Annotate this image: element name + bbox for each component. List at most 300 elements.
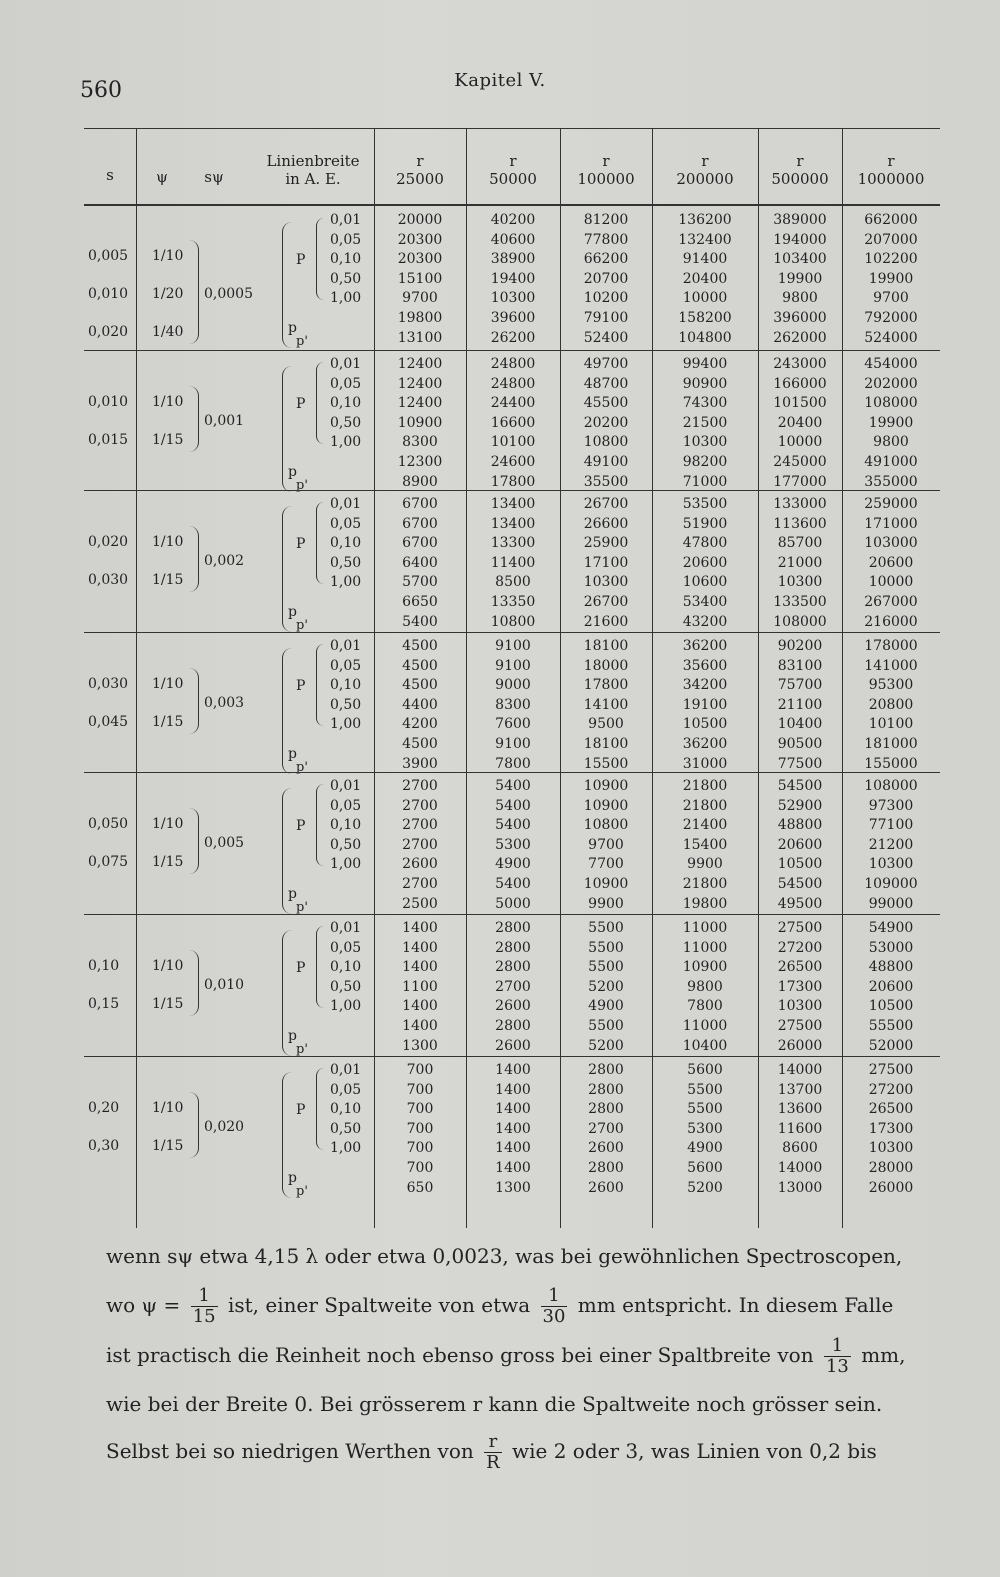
table-cell: 98200	[682, 454, 728, 470]
table-cell: 49100	[583, 454, 629, 470]
table-cell: 17300	[777, 978, 823, 995]
group-brace	[316, 502, 325, 584]
table-cell: 181000	[864, 736, 918, 752]
table-cell: 6700	[402, 496, 438, 512]
table-cell: 10900	[583, 797, 629, 814]
table-cell: 10900	[397, 414, 443, 431]
group-brace	[316, 644, 325, 726]
cell-psi: 1/10	[152, 248, 184, 264]
table-cell: 54500	[777, 778, 823, 794]
table-cell: 4900	[687, 1140, 723, 1157]
table-cell: 9100	[495, 657, 531, 674]
fraction-numerator: 1	[541, 1286, 568, 1307]
table-cell: 19800	[682, 895, 728, 912]
table-cell: 396000	[773, 310, 827, 326]
header-linienbreite-1: Linienbreite	[266, 152, 360, 170]
cell-linienbreite: 1,00	[330, 434, 362, 451]
table-cell: 5500	[588, 959, 624, 976]
table-cell: 5200	[588, 1037, 624, 1054]
cell-linienbreite: 0,50	[330, 1120, 362, 1137]
table-cell: 13600	[777, 1101, 823, 1118]
table-cell: 20400	[682, 270, 728, 287]
cell-linienbreite: 0,05	[330, 657, 362, 674]
table-cell: 77500	[777, 755, 823, 772]
header-r: r	[416, 152, 424, 170]
table-cell: 20800	[868, 696, 914, 713]
table-cell: 2800	[495, 920, 531, 936]
block-rule	[84, 1056, 940, 1057]
cell-psi: 1/10	[152, 394, 184, 410]
cell-linienbreite: 0,50	[330, 696, 362, 713]
table-cell: 2600	[588, 1140, 624, 1157]
block-rule	[84, 490, 940, 491]
cell-s: 0,020	[88, 534, 129, 550]
cell-psi: 1/10	[152, 676, 184, 692]
data-table	[84, 108, 940, 1228]
table-cell: 491000	[864, 454, 918, 470]
table-cell: 36200	[682, 736, 728, 752]
table-cell: 53400	[682, 594, 728, 610]
cell-s: 0,020	[88, 324, 129, 340]
table-cell: 99000	[868, 895, 914, 912]
table-cell: 12400	[397, 395, 443, 412]
fraction	[824, 1336, 851, 1377]
table-cell: 2800	[495, 939, 531, 956]
table-cell: 1100	[402, 978, 438, 995]
table-cell: 75700	[777, 677, 823, 694]
cell-linienbreite: 0,10	[330, 1101, 362, 1118]
cell-linienbreite: 0,01	[330, 356, 362, 372]
cell-p-prime-label: p'	[296, 1184, 308, 1199]
cell-P-label: P	[296, 960, 306, 976]
table-cell: 97300	[868, 797, 914, 814]
table-cell: 108000	[864, 778, 918, 794]
table-cell: 1400	[402, 1018, 438, 1034]
table-cell: 21600	[583, 613, 629, 630]
table-cell: 6700	[402, 515, 438, 532]
table-cell: 83100	[777, 657, 823, 674]
table-cell: 194000	[773, 231, 827, 248]
table-cell: 55500	[868, 1018, 914, 1034]
cell-spsi: 0,0005	[204, 286, 253, 302]
table-cell: 28000	[868, 1160, 914, 1176]
cell-spsi: 0,020	[204, 1119, 245, 1135]
table-cell: 355000	[864, 473, 918, 490]
table-cell: 9500	[588, 716, 624, 733]
table-cell: 10000	[868, 574, 914, 591]
table-cell: 700	[406, 1062, 434, 1078]
table-cell: 26700	[583, 594, 629, 610]
table-cell: 662000	[864, 212, 918, 228]
cell-psi: 1/15	[152, 714, 184, 730]
prose-text: ist practisch die Reinheit noch ebenso gross bei einer Spaltbreite von	[106, 1343, 814, 1367]
header-spsi: sψ	[204, 168, 224, 186]
table-cell: 11400	[490, 554, 536, 571]
cell-linienbreite: 0,50	[330, 270, 362, 287]
table-cell: 5400	[495, 797, 531, 814]
table-cell: 650	[406, 1179, 434, 1196]
table-cell: 18100	[583, 736, 629, 752]
table-cell: 19100	[682, 696, 728, 713]
prose-line-1: wenn sψ etwa 4,15 λ oder etwa 0,0023, was bei gewöhnlichen Spectroscopen,	[106, 1244, 903, 1268]
table-cell: 4200	[402, 716, 438, 733]
table-cell: 5400	[402, 613, 438, 630]
table-cell: 17800	[490, 473, 536, 490]
cell-linienbreite: 0,05	[330, 939, 362, 956]
cell-spsi: 0,005	[204, 835, 245, 851]
table-cell: 34200	[682, 677, 728, 694]
table-cell: 5500	[588, 1018, 624, 1034]
table-cell: 10500	[682, 716, 728, 733]
cell-linienbreite: 0,01	[330, 638, 362, 654]
table-cell: 216000	[864, 613, 918, 630]
cell-spsi: 0,001	[204, 413, 245, 429]
table-cell: 1400	[402, 920, 438, 936]
table-cell: 8300	[402, 434, 438, 451]
table-cell: 1400	[495, 1120, 531, 1137]
table-cell: 14000	[777, 1160, 823, 1176]
cell-psi: 1/15	[152, 854, 184, 870]
header-den: 50000	[489, 170, 537, 188]
cell-linienbreite: 0,10	[330, 817, 362, 834]
prose-line-2	[106, 1286, 958, 1327]
table-cell: 5500	[687, 1081, 723, 1098]
cell-linienbreite: 1,00	[330, 716, 362, 733]
table-cell: 11600	[777, 1120, 823, 1137]
table-cell: 13700	[777, 1081, 823, 1098]
table-cell: 7800	[495, 755, 531, 772]
table-cell: 5500	[588, 920, 624, 936]
cell-s: 0,030	[88, 676, 129, 692]
table-cell: 4900	[588, 998, 624, 1015]
header-r: r	[509, 152, 517, 170]
header-den: 200000	[676, 170, 734, 188]
table-cell: 79100	[583, 310, 629, 326]
table-cell: 5000	[495, 895, 531, 912]
header-r-col	[560, 152, 652, 188]
table-cell: 9700	[873, 290, 909, 307]
table-cell: 9900	[588, 895, 624, 912]
table-cell: 13400	[490, 515, 536, 532]
cell-linienbreite: 0,05	[330, 375, 362, 392]
header-r-col	[758, 152, 842, 188]
table-cell: 524000	[864, 329, 918, 346]
table-cell: 10900	[682, 959, 728, 976]
cell-linienbreite: 0,10	[330, 959, 362, 976]
table-cell: 27500	[868, 1062, 914, 1078]
cell-linienbreite: 0,05	[330, 797, 362, 814]
table-block	[84, 634, 940, 774]
table-cell: 2700	[402, 778, 438, 794]
table-cell: 74300	[682, 395, 728, 412]
cell-P-label: P	[296, 536, 306, 552]
table-cell: 27500	[777, 920, 823, 936]
table-cell: 40600	[490, 231, 536, 248]
table-cell: 10300	[777, 998, 823, 1015]
table-cell: 36200	[682, 638, 728, 654]
table-cell: 5600	[687, 1062, 723, 1078]
table-cell: 700	[406, 1160, 434, 1176]
group-brace	[188, 668, 199, 734]
cell-linienbreite: 0,01	[330, 1062, 362, 1078]
table-cell: 102200	[864, 251, 918, 268]
table-cell: 71000	[682, 473, 728, 490]
table-cell: 17100	[583, 554, 629, 571]
table-cell: 700	[406, 1120, 434, 1137]
fraction	[484, 1432, 502, 1473]
cell-s: 0,030	[88, 572, 129, 588]
table-cell: 35600	[682, 657, 728, 674]
cell-linienbreite: 0,50	[330, 414, 362, 431]
table-cell: 9100	[495, 638, 531, 654]
table-cell: 19900	[777, 270, 823, 287]
cell-s: 0,075	[88, 854, 129, 870]
prose-text: wie 2 oder 3, was Linien von 0,2 bis	[512, 1439, 877, 1463]
table-cell: 101500	[773, 395, 827, 412]
cell-linienbreite: 0,05	[330, 231, 362, 248]
table-cell: 133500	[773, 594, 827, 610]
table-cell: 54900	[868, 920, 914, 936]
prose-text: mm entspricht. In diesem Falle	[577, 1293, 894, 1317]
table-cell: 8600	[782, 1140, 818, 1157]
group-brace	[188, 950, 199, 1016]
header-r-col	[652, 152, 758, 188]
table-cell: 21000	[777, 554, 823, 571]
table-cell: 15400	[682, 836, 728, 853]
cell-s: 0,15	[88, 996, 120, 1012]
cell-linienbreite: 0,10	[330, 395, 362, 412]
table-cell: 5400	[495, 817, 531, 834]
fraction-denominator: 15	[192, 1306, 216, 1327]
table-cell: 13400	[490, 496, 536, 512]
table-cell: 6400	[402, 554, 438, 571]
table-cell: 13300	[490, 535, 536, 552]
header-divider	[136, 128, 137, 204]
cell-p-prime-label: p'	[296, 760, 308, 775]
table-cell: 10100	[490, 434, 536, 451]
table-cell: 133000	[773, 496, 827, 512]
fraction-numerator: r	[484, 1432, 502, 1453]
table-cell: 21800	[682, 797, 728, 814]
table-cell: 48800	[777, 817, 823, 834]
cell-p-prime-label: p'	[296, 618, 308, 633]
table-cell: 11000	[682, 939, 728, 956]
cell-psi: 1/15	[152, 432, 184, 448]
running-head: Kapitel V.	[454, 70, 546, 91]
table-cell: 1300	[402, 1037, 438, 1054]
table-cell: 243000	[773, 356, 827, 372]
table-cell: 8900	[402, 473, 438, 490]
header-r: r	[887, 152, 895, 170]
table-block	[84, 774, 940, 914]
table-cell: 6650	[402, 594, 438, 610]
table-cell: 10300	[583, 574, 629, 591]
table-cell: 15500	[583, 755, 629, 772]
table-cell: 10900	[583, 778, 629, 794]
header-den: 1000000	[857, 170, 925, 188]
cell-P-label: P	[296, 818, 306, 834]
table-cell: 20300	[397, 231, 443, 248]
table-cell: 1400	[495, 1140, 531, 1157]
block-rule	[84, 914, 940, 915]
table-cell: 53000	[868, 939, 914, 956]
prose-text: wo ψ =	[106, 1293, 181, 1317]
header-r: r	[796, 152, 804, 170]
table-cell: 108000	[864, 395, 918, 412]
table-cell: 259000	[864, 496, 918, 512]
table-block	[84, 492, 940, 632]
header-den: 100000	[577, 170, 635, 188]
table-cell: 38900	[490, 251, 536, 268]
table-cell: 2700	[402, 876, 438, 892]
cell-P-label: P	[296, 396, 306, 412]
table-top-rule	[84, 128, 940, 129]
table-cell: 2800	[588, 1062, 624, 1078]
table-cell: 20600	[777, 836, 823, 853]
table-cell: 5700	[402, 574, 438, 591]
cell-p-label: p	[288, 464, 297, 480]
group-brace	[316, 362, 325, 444]
table-cell: 52000	[868, 1037, 914, 1054]
table-cell: 178000	[864, 638, 918, 654]
header-den: 500000	[771, 170, 829, 188]
table-cell: 21500	[682, 414, 728, 431]
table-cell: 792000	[864, 310, 918, 326]
table-cell: 20600	[682, 554, 728, 571]
fraction-denominator: R	[486, 1452, 500, 1473]
table-cell: 21200	[868, 836, 914, 853]
table-block	[84, 352, 940, 492]
table-cell: 5400	[495, 778, 531, 794]
table-cell: 207000	[864, 231, 918, 248]
cell-p-label: p	[288, 886, 297, 902]
table-cell: 48800	[868, 959, 914, 976]
fraction-numerator: 1	[191, 1286, 218, 1307]
fraction-numerator: 1	[824, 1336, 851, 1357]
table-cell: 166000	[773, 375, 827, 392]
table-cell: 39600	[490, 310, 536, 326]
table-cell: 19400	[490, 270, 536, 287]
table-cell: 10300	[490, 290, 536, 307]
table-cell: 109000	[864, 876, 918, 892]
table-cell: 24600	[490, 454, 536, 470]
table-cell: 104800	[678, 329, 732, 346]
header-den: 25000	[396, 170, 444, 188]
cell-p-prime-label: p'	[296, 478, 308, 493]
table-cell: 66200	[583, 251, 629, 268]
table-cell: 77100	[868, 817, 914, 834]
table-cell: 9900	[687, 856, 723, 873]
cell-linienbreite: 1,00	[330, 856, 362, 873]
table-cell: 10300	[682, 434, 728, 451]
prose-text: mm,	[861, 1343, 906, 1367]
table-cell: 5200	[687, 1179, 723, 1196]
table-cell: 24400	[490, 395, 536, 412]
table-cell: 9800	[873, 434, 909, 451]
fraction	[541, 1286, 568, 1327]
fraction-denominator: 13	[825, 1356, 849, 1377]
header-s: s	[106, 166, 114, 184]
group-brace	[188, 526, 199, 592]
table-cell: 17800	[583, 677, 629, 694]
table-cell: 43200	[682, 613, 728, 630]
table-cell: 141000	[864, 657, 918, 674]
cell-linienbreite: 0,05	[330, 515, 362, 532]
table-cell: 4500	[402, 638, 438, 654]
table-cell: 2700	[588, 1120, 624, 1137]
table-cell: 49700	[583, 356, 629, 372]
table-cell: 26000	[777, 1037, 823, 1054]
cell-p-prime-label: p'	[296, 1042, 308, 1057]
cell-s: 0,010	[88, 286, 129, 302]
header-linienbreite-2: in A. E.	[285, 170, 341, 188]
table-cell: 113600	[773, 515, 827, 532]
table-cell: 35500	[583, 473, 629, 490]
cell-P-label: P	[296, 1102, 306, 1118]
table-cell: 12400	[397, 375, 443, 392]
table-cell: 4500	[402, 677, 438, 694]
header-r: r	[701, 152, 709, 170]
header-linienbreite	[252, 152, 374, 188]
cell-linienbreite: 1,00	[330, 574, 362, 591]
table-cell: 2700	[402, 817, 438, 834]
group-brace	[188, 808, 199, 874]
table-cell: 2700	[402, 797, 438, 814]
table-cell: 10200	[583, 290, 629, 307]
table-cell: 2500	[402, 895, 438, 912]
table-cell: 21100	[777, 696, 823, 713]
table-cell: 26200	[490, 329, 536, 346]
table-cell: 10100	[868, 716, 914, 733]
table-cell: 1300	[495, 1179, 531, 1196]
table-cell: 10000	[682, 290, 728, 307]
cell-psi: 1/10	[152, 1100, 184, 1116]
table-cell: 10500	[777, 856, 823, 873]
cell-linienbreite: 0,01	[330, 778, 362, 794]
cell-spsi: 0,010	[204, 977, 245, 993]
table-cell: 99400	[682, 356, 728, 372]
table-cell: 5600	[687, 1160, 723, 1176]
cell-s: 0,050	[88, 816, 129, 832]
table-cell: 3900	[402, 755, 438, 772]
table-cell: 52400	[583, 329, 629, 346]
table-cell: 11000	[682, 920, 728, 936]
table-cell: 10300	[777, 574, 823, 591]
table-cell: 2700	[495, 978, 531, 995]
group-brace	[316, 784, 325, 866]
table-cell: 454000	[864, 356, 918, 372]
prose-text: Selbst bei so niedrigen Werthen von	[106, 1439, 474, 1463]
table-cell: 26700	[583, 496, 629, 512]
table-cell: 9800	[687, 978, 723, 995]
cell-s: 0,010	[88, 394, 129, 410]
table-cell: 20200	[583, 414, 629, 431]
group-brace	[316, 926, 325, 1008]
header-psi: ψ	[156, 168, 168, 186]
table-cell: 24800	[490, 356, 536, 372]
table-cell: 51900	[682, 515, 728, 532]
table-cell: 14000	[777, 1062, 823, 1078]
table-cell: 18000	[583, 657, 629, 674]
cell-P-label: P	[296, 252, 306, 268]
table-cell: 2600	[495, 998, 531, 1015]
table-cell: 171000	[864, 515, 918, 532]
cell-p-label: p	[288, 746, 297, 762]
cell-s: 0,005	[88, 248, 129, 264]
table-cell: 21400	[682, 817, 728, 834]
table-cell: 27200	[777, 939, 823, 956]
table-cell: 90900	[682, 375, 728, 392]
